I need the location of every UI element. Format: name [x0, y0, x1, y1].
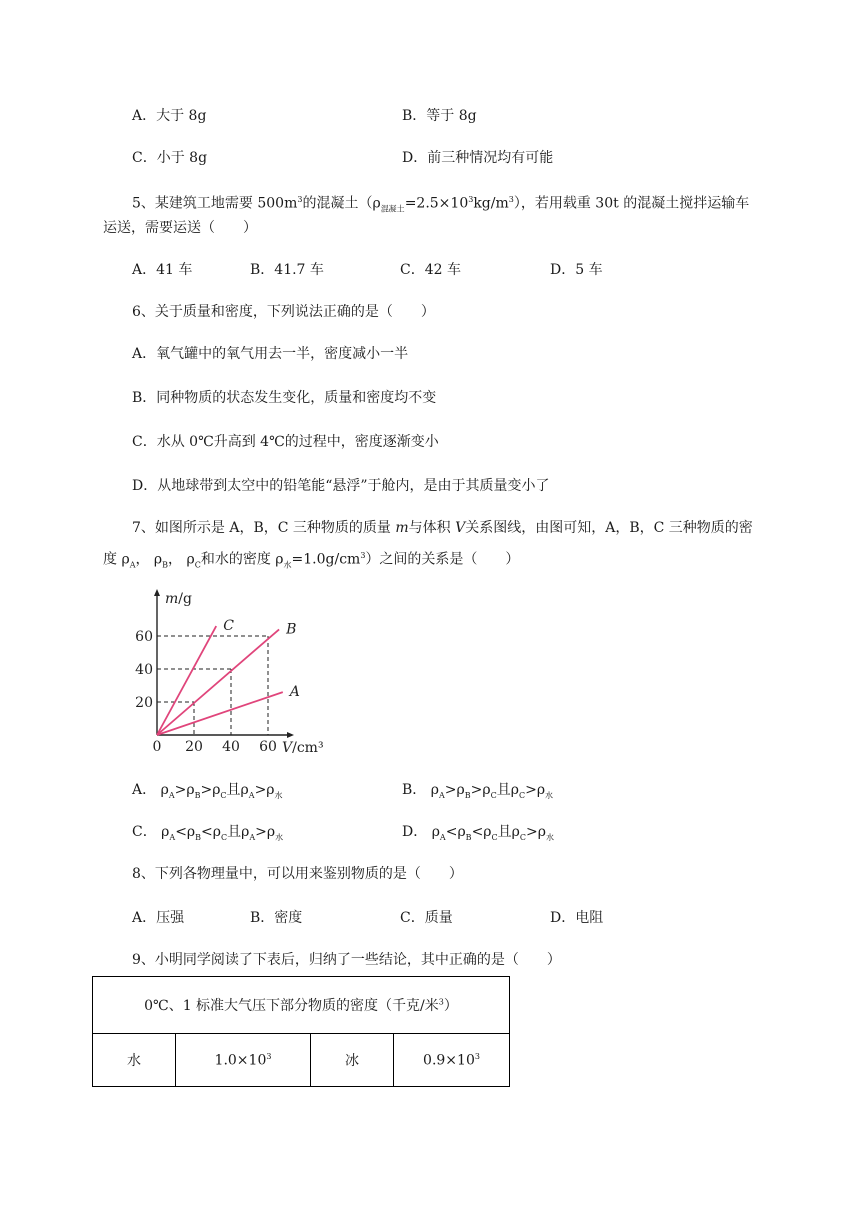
x-axis-label: V/cm³ [282, 740, 324, 756]
density-table [92, 976, 510, 1087]
x-tick-label: 20 [185, 739, 203, 755]
q7-stem-line2: 度 $\rho_A$， $\rho_B$， $\rho_C$和水的密度 $\rho_水=1.0g/cm^3$）之间的关系是（ ） [103, 551, 520, 570]
x-tick-label: 60 [259, 739, 277, 755]
q5-stem-line1: 5、某建筑工地需要 $500m^3$的混凝土$(\rho_{混凝土}=2.5\times 10^3kg/m^3)$，若用载重 30t 的混凝土搅拌运输车 [132, 195, 750, 214]
y-tick-label: 60 [135, 629, 153, 645]
q9-stem: 9、小明同学阅读了下表后，归纳了一些结论，其中正确的是（ ） [132, 952, 561, 968]
q4-option-d: D．前三种情况均有可能 [402, 150, 554, 166]
q8-option-d: D．电阻 [550, 910, 604, 926]
x-tick-label: 0 [152, 739, 162, 755]
rho-symbol: ρ [431, 824, 440, 840]
q8-option-a: A．压强 [132, 910, 185, 926]
q5-option-c: C．42 车 [400, 262, 461, 278]
q7-stem-line1: 7、如图所示是 A，B，C 三种物质的质量 m与体积 V关系图线，由图可知，A，B，C 三种物质的密 [132, 520, 753, 536]
q5-option-a: A．41 车 [132, 262, 193, 278]
q6-option-a: A．氧气罐中的氧气用去一半，密度减小一半 [132, 346, 409, 362]
series-label-A: A [289, 684, 300, 701]
q7-option-c: C． $\rho_A<\rho_B<\rho_C$且$\rho_A>\rho_水$ [132, 824, 284, 842]
y-tick-label: 40 [135, 662, 153, 678]
q5-option-d: D．5 车 [550, 262, 603, 278]
table-cell: 冰 [311, 1034, 394, 1087]
q7-option-b: B． $\rho_A>\rho_B>\rho_C$且$\rho_C>\rho_水$ [402, 782, 554, 800]
q4-option-c: C．小于 8g [132, 150, 208, 166]
rho-symbol: ρ [160, 782, 169, 798]
option-label: C． [132, 824, 157, 840]
mass-volume-chart [135, 585, 340, 756]
q4-option-b: B．等于 8g [402, 108, 477, 124]
q6-option-c: C．水从 0℃升高到 4℃的过程中，密度逐渐变小 [132, 434, 439, 450]
q6-option-d: D．从地球带到太空中的铅笔能“悬浮”于舱内，是由于其质量变小了 [132, 478, 550, 494]
density-table-title: 0℃、1 标准大气压下部分物质的密度（千克/米$^3$） [93, 977, 510, 1034]
y-axis-label: m/g [165, 591, 192, 607]
table-cell: $1.0\times 10^3$ [176, 1034, 311, 1087]
table-cell: 水 [93, 1034, 176, 1087]
option-label: B． [402, 782, 427, 798]
series-label-C: C [223, 618, 234, 635]
series-label-B: B [286, 621, 297, 638]
series-line-B [157, 629, 279, 735]
q5-option-b: B．41.7 车 [250, 262, 324, 278]
x-tick-label: 40 [222, 739, 240, 755]
q7-option-d: D． $\rho_A<\rho_B<\rho_C$且$\rho_C>\rho_水$ [402, 824, 554, 842]
q8-option-c: C．质量 [400, 910, 453, 926]
x-axis-arrow [287, 732, 294, 738]
table-cell: $0.9\times 10^3$ [394, 1034, 510, 1087]
table-row [93, 1034, 510, 1087]
y-tick-label: 20 [135, 695, 153, 711]
rho-symbol: ρ [430, 782, 439, 798]
y-axis-arrow [154, 589, 160, 596]
q8-option-b: B．密度 [250, 910, 303, 926]
q4-option-a: A．大于 8g [132, 108, 207, 124]
q7-option-a: A． $\rho_A>\rho_B>\rho_C$且$\rho_A>\rho_水$ [132, 782, 283, 800]
option-label: A． [132, 782, 157, 798]
q8-stem: 8、下列各物理量中，可以用来鉴别物质的是（ ） [132, 866, 463, 882]
rho-symbol: ρ [161, 824, 170, 840]
option-label: D． [402, 824, 428, 840]
q6-option-b: B．同种物质的状态发生变化，质量和密度均不变 [132, 390, 437, 406]
q6-stem: 6、关于质量和密度，下列说法正确的是（ ） [132, 304, 435, 320]
q5-stem-line2: 运送，需要运送（ ） [103, 220, 257, 236]
